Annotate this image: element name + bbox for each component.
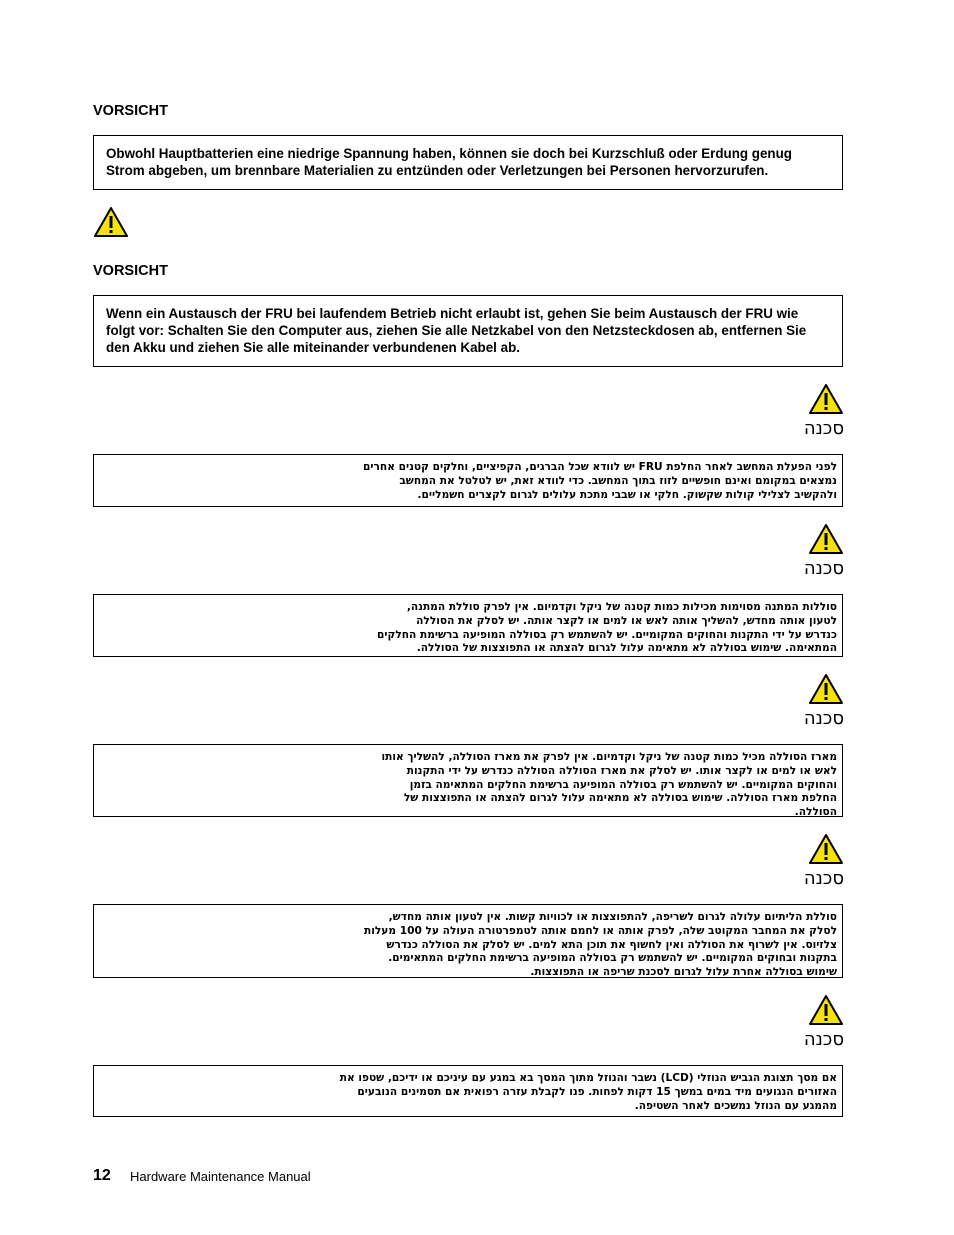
danger-text: לפני הפעלת המחשב לאחר החלפת FRU יש לוודא שכל הברגים, הקפיציים, וחלקים קטנים אחרים נמצאים במקומם ואינם חופשיים לזוז בתוך המחשב. כדי לוודא זאת, יש לטלטל את המחשב ולהקשיב לצלילי קולות שקשוק. חלקי או שבבי מתכת עלולים לגרום לקצרים חשמליים. [363, 461, 837, 501]
danger-label: סכנה [803, 1029, 844, 1050]
warning-icon [808, 673, 844, 705]
danger-box [93, 744, 843, 817]
warning-icon [93, 206, 129, 238]
danger-text: מארז הסוללה מכיל כמות קטנה של ניקל וקדמיום. אין לפרק את מארז הסוללה, להשליך אותו לאש או למים או לקצר אותו. יש לסלק את מארז הסוללה הסוללה כנדרש על ידי התקנות והחוקים המקומיים. יש להשתמש רק בסוללה המופיעה ברשימת החלקים המתאימה בזמן החלפת מארז הסוללה. שימוש בסוללה לא מתאימה עלול לגרום להצתה או התפוצצות של הסוללה. [381, 751, 837, 819]
danger-box [93, 1065, 843, 1117]
danger-label: סכנה [803, 558, 844, 579]
danger-text: סוללות המתנה מסוימות מכילות כמות קטנה של ניקל וקדמיום. אין לפרק סוללת המתנה, לטעון אותה מחדש, להשליך אותה לאש או למים או לקצר אותה. יש לסלק את הסוללה כנדרש על ידי התקנות והחוקים המקומיים. יש להשתמש רק בסוללה המופיעה ברשימת החלקים המתאימה. שימוש בסוללה לא מתאימה עלול לגרום להצתה או התפוצצות של הסוללה. [377, 601, 837, 655]
warning-icon [808, 383, 844, 415]
document-title: Hardware Maintenance Manual [130, 1169, 311, 1184]
warning-icon [808, 523, 844, 555]
section-heading: VORSICHT [93, 103, 168, 119]
warning-icon [808, 994, 844, 1026]
caution-box [93, 135, 843, 190]
page-number: 12 [93, 1167, 111, 1184]
danger-box [93, 454, 843, 507]
danger-text: אם מסך תצוגת הגביש הנוזלי (LCD) נשבר והנוזל מתוך המסך בא במגע עם עיניכם או ידיכם, שטפו את האזורים הנגועים מיד במים במשך 15 דקות לפחות. פנו לקבלת עזרה רפואית אם תסמינים הנובעים מהמגע עם הנוזל נמשכים לאחר השטיפה. [339, 1072, 837, 1112]
danger-label: סכנה [803, 708, 844, 729]
danger-box [93, 594, 843, 657]
danger-label: סכנה [803, 868, 844, 889]
caution-text: Wenn ein Austausch der FRU bei laufendem Betrieb nicht erlaubt ist, gehen Sie beim Austausch der FRU wie folgt vor: Schalten Sie den Computer aus, ziehen Sie alle Netzkabel von den Netzsteckdosen ab, entfernen Sie den Akku und ziehen Sie alle miteinander verbundenen Kabel ab. [106, 306, 807, 355]
danger-text: סוללת הליתיום עלולה לגרום לשריפה, להתפוצצות או לכוויות קשות. אין לטעון אותה מחדש, לסלק את המחבר המקוטב שלה, לפרק אותה או לחמם אותה לטמפרטורה העולה על 100 מעלות צלזיוס. אין לשרוף את הסוללה ואין לחשוף את תוכן התא למים. יש לסלק את הסוללה כנדרש בתקנות ובחוקים המקומיים. יש להשתמש רק בסוללה המופיעה ברשימת החלקים המתאימים. שימוש בסוללה אחרת עלול לגרום לסכנת שריפה או התפוצצות. [364, 911, 837, 979]
caution-text: Obwohl Hauptbatterien eine niedrige Spannung haben, können sie doch bei Kurzschluß oder Erdung genug Strom abgeben, um brennbare Materialien zu entzünden oder Verletzungen bei Personen hervorzurufen. [106, 146, 792, 178]
caution-box [93, 295, 843, 367]
warning-icon [808, 833, 844, 865]
danger-label: סכנה [803, 418, 844, 439]
danger-box [93, 904, 843, 978]
section-heading: VORSICHT [93, 263, 168, 279]
